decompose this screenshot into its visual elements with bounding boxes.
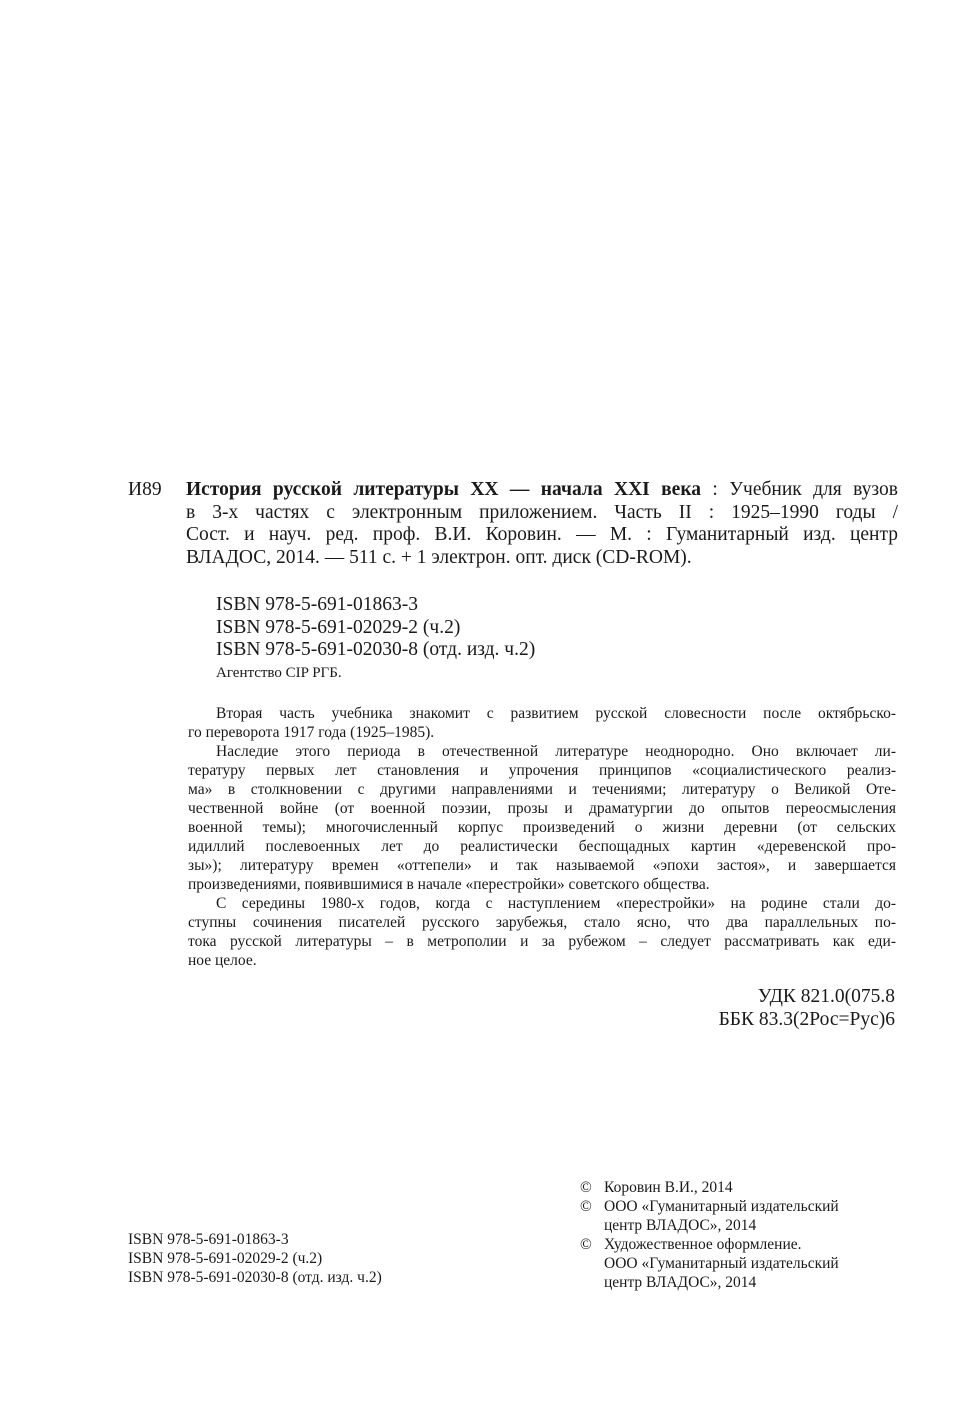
author-mark: И89 — [128, 479, 162, 500]
biblio-line-2: в 3-х частях с электронным приложением. Часть II : 1925–1990 годы / — [186, 501, 898, 523]
cip-agency: Агентство CIP РГБ. — [216, 664, 342, 681]
copyright-icon: © — [580, 1236, 592, 1253]
biblio-line-4: ВЛАДОС, 2014. — 511 с. + 1 электрон. опт. диск (CD-ROM). — [186, 546, 692, 568]
annotation-line: военной темы); многочисленный корпус произведений о жизни деревни (от сельских — [188, 819, 896, 836]
annotation-line: ма» в столкновении с другими направлениями и течениями; литературу о Великой Оте- — [188, 781, 896, 798]
isbn-line: ISBN 978-5-691-01863-3 — [128, 1231, 289, 1248]
book-subtitle: : Учебник для вузов — [701, 479, 898, 500]
copyright-item — [580, 1235, 900, 1292]
copyright-block — [580, 1178, 900, 1292]
copyright-line: Художественное оформление. — [604, 1236, 802, 1253]
annotation-line: зы»); литературу времен «оттепели» и так называемой «эпохи застоя», и завершается — [188, 857, 896, 874]
annotation-line: го переворота 1917 года (1925–1985). — [188, 724, 435, 741]
copyright-item — [580, 1178, 900, 1197]
udk-code: УДК 821.0(075.8 — [757, 986, 895, 1007]
copyright-icon: © — [580, 1179, 592, 1196]
annotation-paragraph — [188, 894, 896, 970]
copyright-line: ООО «Гуманитарный издательский — [604, 1198, 839, 1215]
copyright-line: ООО «Гуманитарный издательский — [604, 1255, 839, 1272]
annotation-line: С середины 1980-х годов, когда с наступлением «перестройки» на родине стали до- — [216, 895, 896, 912]
annotation-line: произведениями, появившимися в начале «перестройки» советского общества. — [188, 876, 710, 893]
annotation-line: тока русской литературы – в метрополии и за рубежом – следует рассматривать как еди- — [188, 933, 896, 950]
bibliographic-description — [186, 479, 898, 569]
biblio-line-3: Сост. и науч. ред. проф. В.И. Коровин. — М. : Гуманитарный изд. центр — [186, 524, 898, 545]
annotation-paragraph — [188, 704, 896, 742]
copyright-line: центр ВЛАДОС», 2014 — [604, 1217, 757, 1234]
isbn-list — [216, 594, 535, 682]
annotation — [188, 704, 896, 970]
annotation-paragraph — [188, 742, 896, 894]
copyright-icon: © — [580, 1198, 592, 1215]
bbk-code: ББК 83.3(2Рос=Рус)6 — [718, 1008, 895, 1030]
book-title: История русской литературы XX — начала XXI века — [186, 479, 702, 500]
isbn-line: ISBN 978-5-691-02029-2 (ч.2) — [128, 1250, 323, 1267]
annotation-line: Наследие этого периода в отечественной литературе неоднородно. Оно включает ли- — [216, 743, 896, 760]
annotation-line: тературу первых лет становления и упрочения принципов «социалистического реализ- — [188, 762, 896, 779]
isbn-line: ISBN 978-5-691-02030-8 (отд. изд. ч.2) — [128, 1269, 382, 1286]
annotation-line: чественной войне (от военной поэзии, прозы и драматургии до опытов переосмысления — [188, 800, 896, 817]
annotation-line: ступны сочинения писателей русского зарубежья, стало ясно, что два параллельных по- — [188, 914, 896, 931]
copyright-line: Коровин В.И., 2014 — [604, 1179, 733, 1196]
isbn-list-bottom — [128, 1230, 382, 1287]
copyright-item — [580, 1197, 900, 1235]
biblio-line-1 — [186, 479, 898, 502]
annotation-line: ное целое. — [188, 952, 257, 969]
annotation-line: идиллий послевоенных лет до реалистически беспощадных картин «деревенской про- — [188, 838, 896, 855]
isbn-line: ISBN 978-5-691-02029-2 (ч.2) — [216, 616, 461, 638]
annotation-line: Вторая часть учебника знакомит с развитием русской словесности после октябрьско- — [216, 705, 896, 722]
classification-codes — [719, 986, 895, 1031]
copyright-line: центр ВЛАДОС», 2014 — [604, 1274, 757, 1291]
isbn-line: ISBN 978-5-691-01863-3 — [216, 594, 419, 615]
isbn-line: ISBN 978-5-691-02030-8 (отд. изд. ч.2) — [216, 639, 536, 660]
